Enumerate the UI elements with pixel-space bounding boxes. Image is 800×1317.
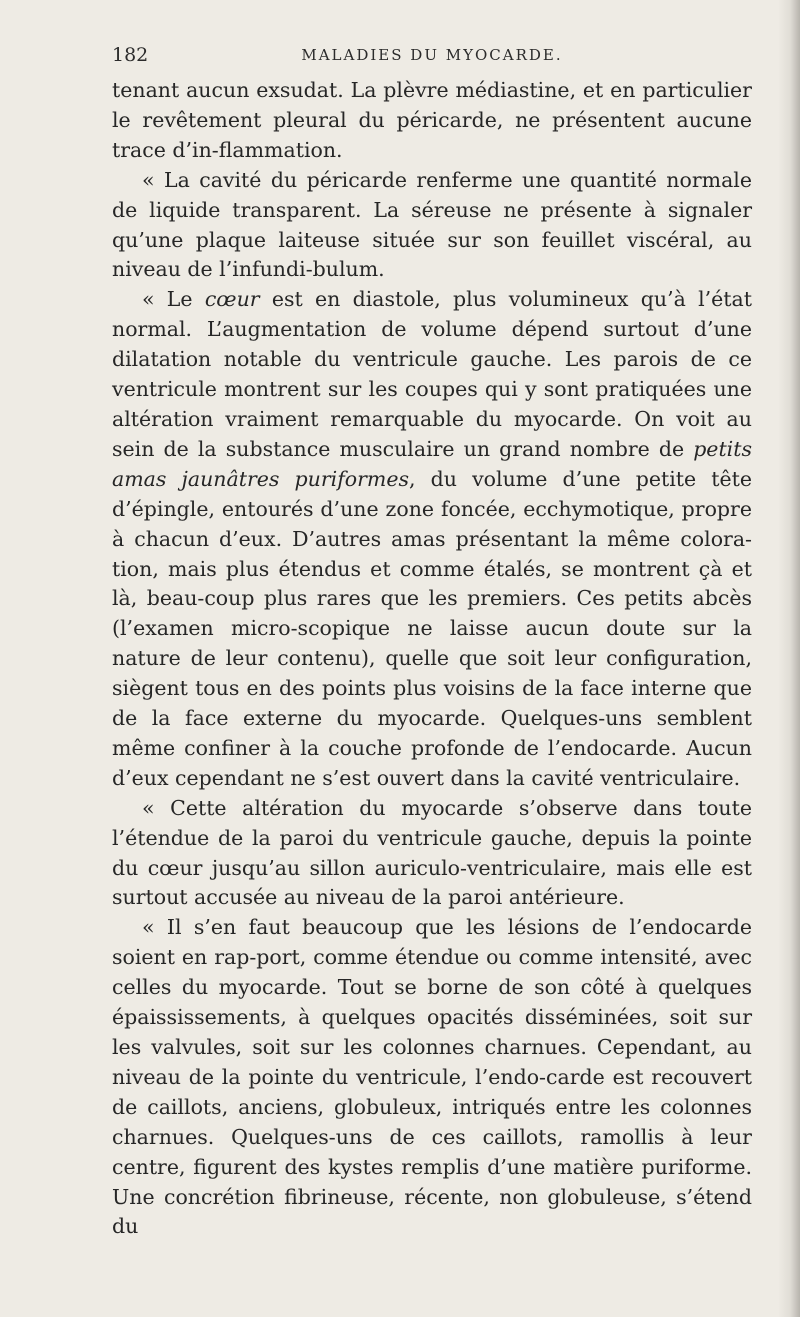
- italic-petits-amas: petits amas jaunâtres puriformes: [112, 436, 752, 491]
- paragraph-3-part-2: est en diastole, plus volumineux qu’à l’état normal. L’augmentation de volume dépend surtout d’une dilatation notable du ventricule gauche. Les parois de ce ventricule montrent sur les coupes qui y sont pratiquées une altération vraiment remarquable du myocarde. On voit au sein de la substance musculaire un grand nombre de: [112, 287, 752, 461]
- paragraph-5: « Il s’en faut beaucoup que les lésions de l’endocarde soient en rap-port, comme étendue ou comme intensité, avec celles du myocarde. Tout se borne de son côté à quelques épaississements, à quelques opacités disséminées, soit sur les valvules, soit sur les colonnes charnues. Cependant, au niveau de la pointe du ventricule, l’endo-carde est recouvert de caillots, anciens, globuleux, intriqués entre les colonnes charnues. Quelques-uns de ces caillots, ramollis à leur centre, figurent des kystes remplis d’une matière puriforme. Une concrétion fibrineuse, récente, non globuleuse, s’étend du: [112, 915, 752, 1239]
- italic-coeur: cœur: [204, 287, 260, 312]
- paragraph-1: tenant aucun exsudat. La plèvre médiastine, et en particulier le revêtement pleural du péricarde, ne présentent aucune trace d’in-flammation.: [112, 78, 752, 162]
- page-edge-shadow: [778, 0, 800, 1317]
- paragraph-4: « Cette altération du myocarde s’observe dans toute l’étendue de la paroi du ventricule gauche, depuis la pointe du cœur jusqu’au sillon auriculo-ventriculaire, mais elle est surtout accusée au niveau de la paroi antérieure.: [112, 795, 752, 910]
- paragraph-2: « La cavité du péricarde renferme une quantité normale de liquide transparent. La séreuse ne présente à signaler qu’une plaque laiteuse située sur son feuillet viscéral, au niveau de l’infundi-bulum.: [112, 167, 752, 282]
- paragraph-3-part-3: , du volume d’une petite tête d’épingle, entourés d’une zone foncée, ecchymotique, propre à chacun d’eux. D’autres amas présentant la même colora-tion, mais plus étendus et comme étalés, se montrent çà et là, beau-coup plus rares que les premiers. Ces petits abcès (l’examen micro-scopique ne laisse aucun doute sur la nature de leur contenu), quelle que soit leur configuration, siègent tous en des points plus voisins de la face interne que de la face externe du myocarde. Quelques-uns semblent même confiner à la couche profonde de l’endocarde. Aucun d’eux cependant ne s’est ouvert dans la cavité ventriculaire.: [112, 466, 753, 790]
- paragraph-3: [112, 285, 752, 793]
- paragraph-3-part-1: « Le: [142, 287, 205, 312]
- body-text: [112, 76, 752, 1242]
- running-head: MALADIES DU MYOCARDE.: [301, 46, 563, 64]
- page-number: 182: [112, 44, 149, 66]
- page-header: [112, 44, 752, 74]
